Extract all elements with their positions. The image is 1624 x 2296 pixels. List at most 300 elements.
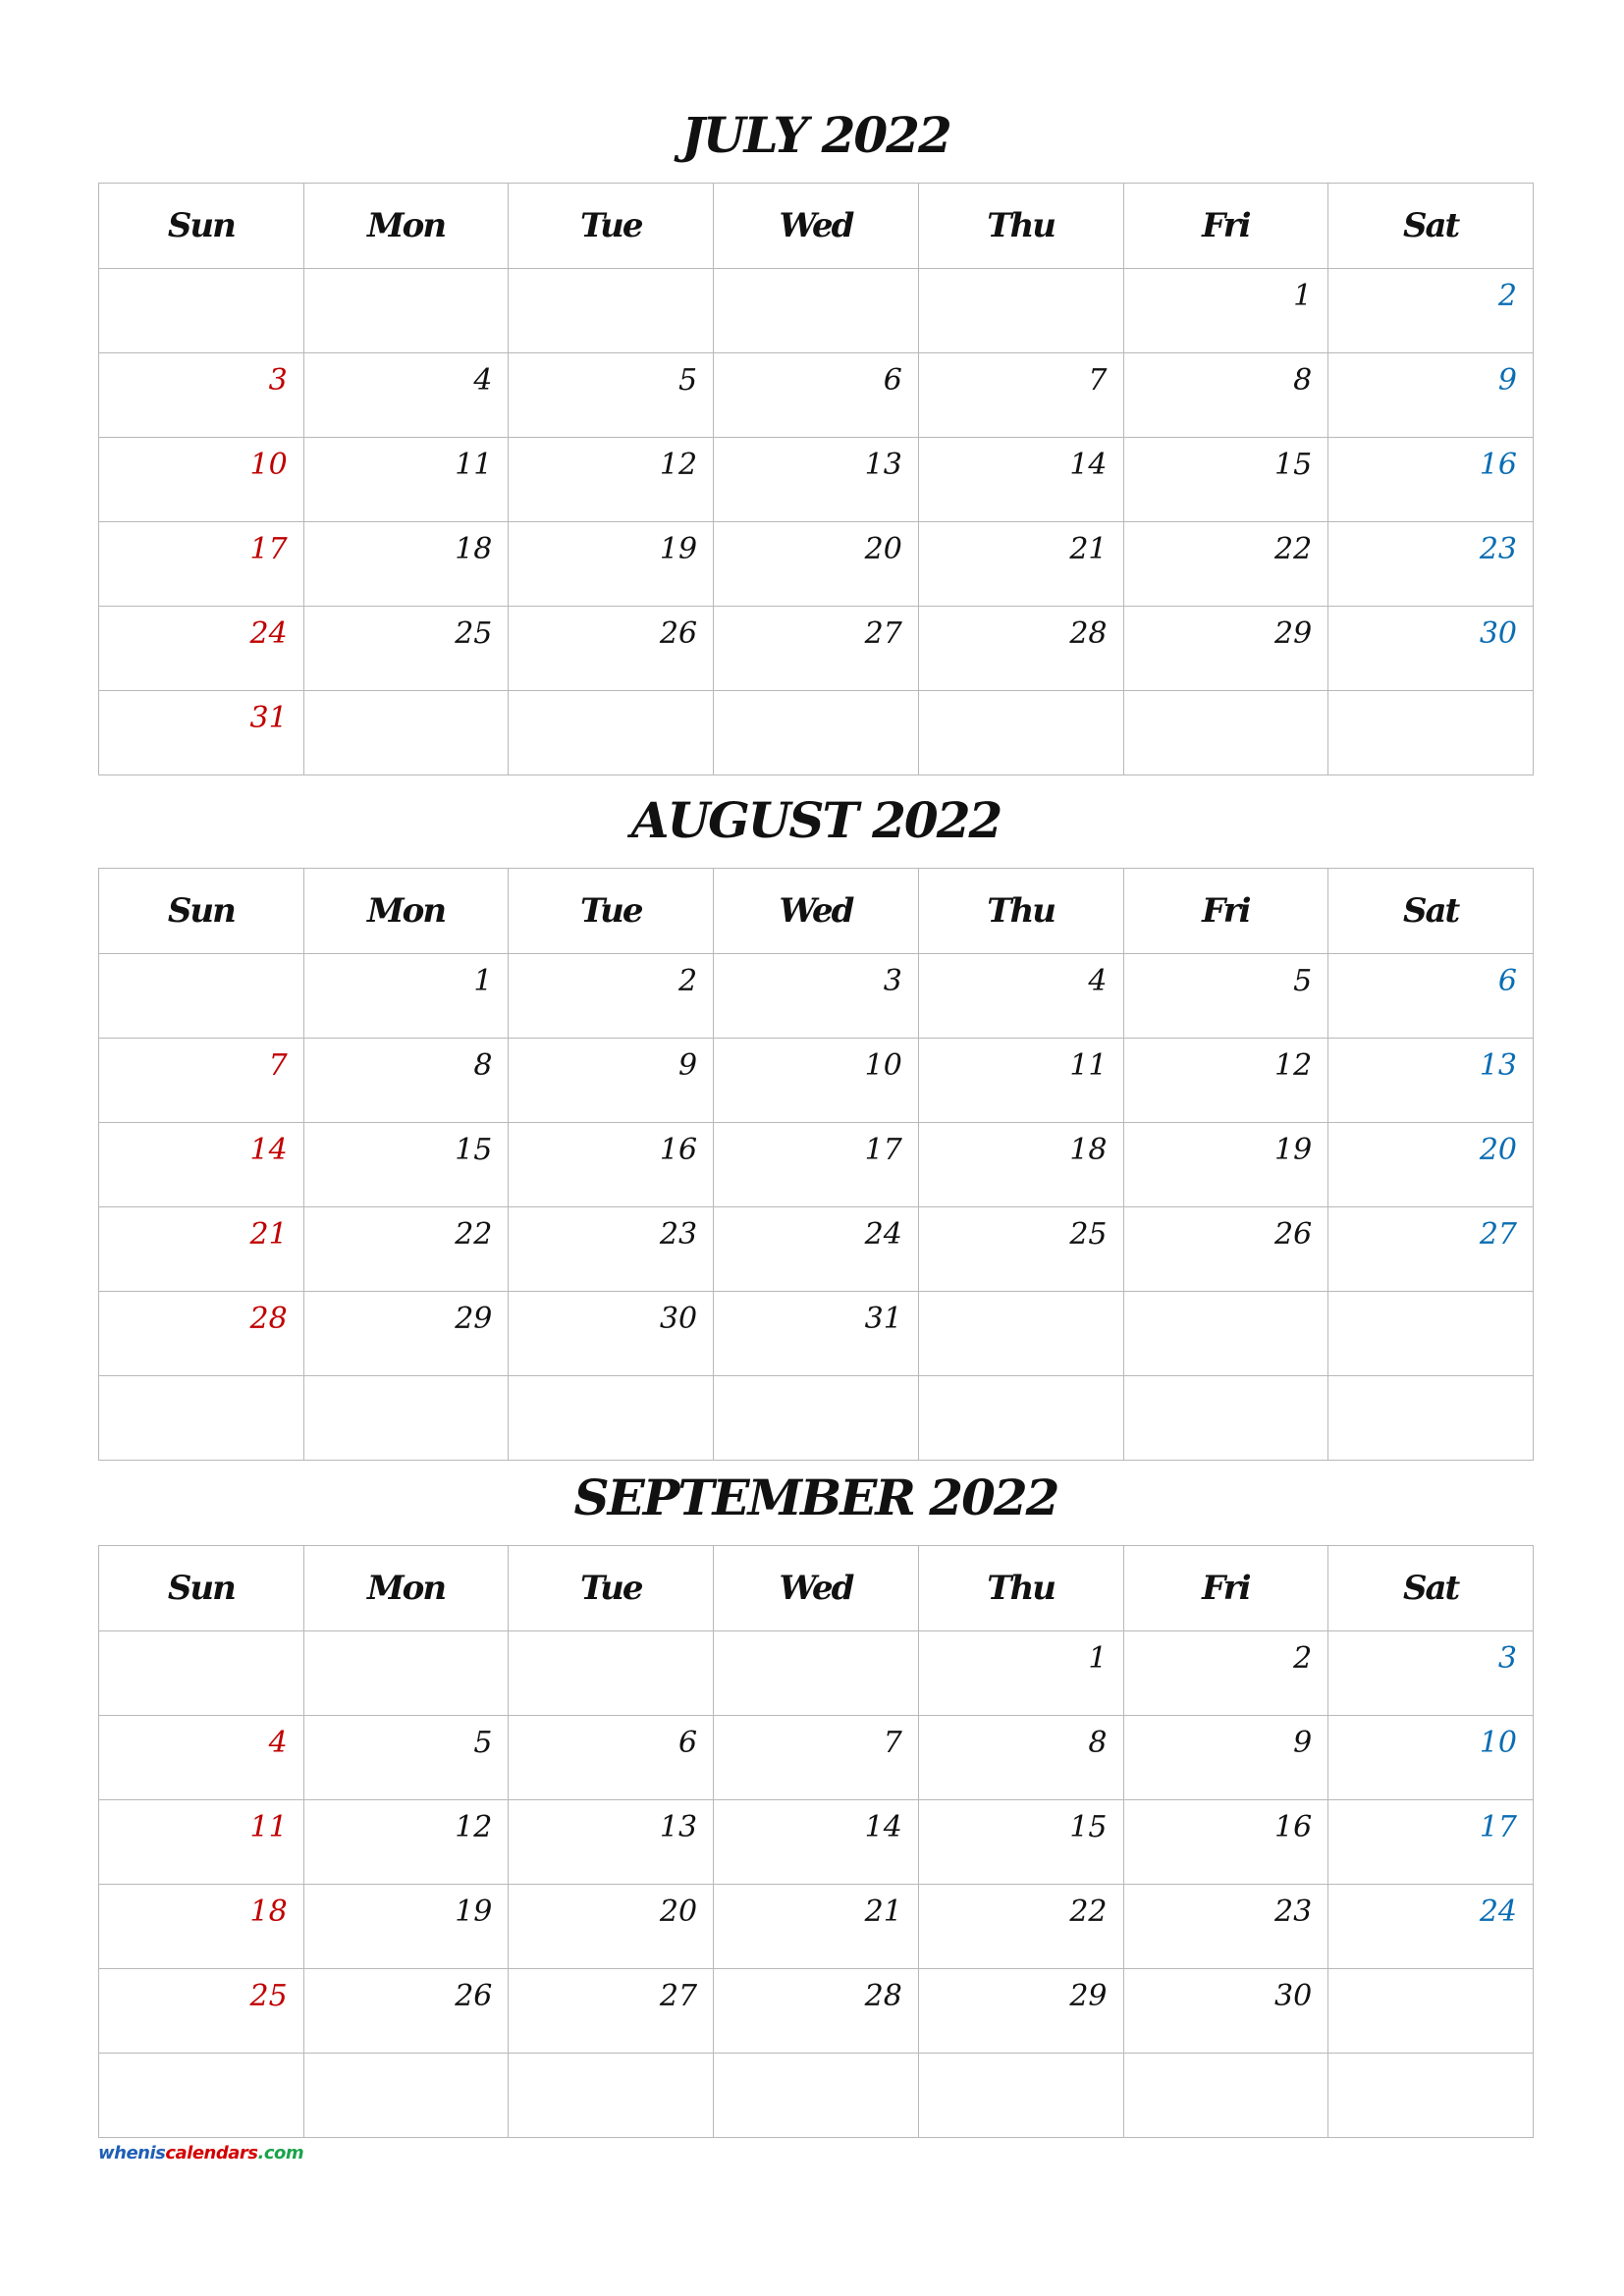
weekday-header: Fri: [1123, 869, 1328, 954]
day-cell: [714, 1631, 919, 1716]
day-cell: [1123, 438, 1328, 522]
day-number: [492, 286, 508, 295]
day-cell: [714, 607, 919, 691]
day-number: [697, 708, 713, 718]
day-cell: [1328, 2054, 1534, 2138]
day-cell: [303, 691, 509, 775]
month-grid: [98, 183, 1534, 775]
day-cell: [99, 438, 304, 522]
day-number: 13: [1479, 1048, 1517, 1083]
month-title: AUGUST 2022: [630, 791, 1001, 849]
week-row: [99, 954, 1534, 1039]
day-number: 26: [659, 616, 698, 651]
day-cell: [509, 438, 714, 522]
day-cell: [1328, 1800, 1534, 1885]
day-number: 6: [1497, 964, 1517, 998]
day-number: 7: [268, 1048, 288, 1083]
weekday-header: Mon: [303, 869, 509, 954]
day-number: 10: [1479, 1726, 1517, 1760]
day-number: 1: [473, 964, 493, 998]
week-row: [99, 1207, 1534, 1292]
day-cell: [1123, 269, 1328, 353]
day-number: 19: [659, 532, 698, 566]
weekday-header: Sun: [99, 1546, 304, 1631]
day-cell: [714, 1292, 919, 1376]
day-cell: [99, 954, 304, 1039]
day-cell: [1328, 353, 1534, 438]
day-cell: [918, 1039, 1123, 1123]
day-number: 13: [659, 1810, 698, 1844]
day-cell: [1123, 607, 1328, 691]
weekday-header-row: [99, 1546, 1534, 1631]
day-cell: [1328, 1716, 1534, 1800]
day-number: [902, 708, 918, 718]
day-number: 15: [455, 1133, 493, 1167]
day-cell: [303, 1292, 509, 1376]
day-number: 8: [1088, 1726, 1108, 1760]
day-cell: [1123, 1376, 1328, 1461]
day-cell: [918, 522, 1123, 607]
day-number: 11: [1069, 1048, 1108, 1083]
weekday-header: Sun: [99, 184, 304, 269]
week-row: [99, 1716, 1534, 1800]
day-number: 4: [1088, 964, 1108, 998]
day-cell: [918, 1800, 1123, 1885]
day-number: [288, 2070, 303, 2080]
day-cell: [509, 1376, 714, 1461]
day-number: [1517, 2070, 1533, 2080]
day-number: 9: [1293, 1726, 1313, 1760]
day-number: 10: [249, 448, 288, 482]
day-cell: [714, 1716, 919, 1800]
day-cell: [1328, 607, 1534, 691]
day-cell: [303, 1800, 509, 1885]
week-row: [99, 1885, 1534, 1969]
day-number: [1312, 2070, 1327, 2080]
day-number: 31: [864, 1302, 902, 1336]
day-number: [288, 1393, 303, 1403]
day-cell: [99, 691, 304, 775]
day-number: 20: [1479, 1133, 1517, 1167]
day-cell: [1123, 353, 1328, 438]
day-number: 4: [268, 1726, 288, 1760]
day-cell: [714, 1969, 919, 2054]
day-cell: [303, 1376, 509, 1461]
day-number: 18: [455, 532, 493, 566]
day-number: [1312, 1393, 1327, 1403]
day-number: 15: [1069, 1810, 1108, 1844]
day-cell: [509, 1885, 714, 1969]
day-number: [1108, 286, 1123, 295]
day-number: 2: [678, 964, 698, 998]
month-title: SEPTEMBER 2022: [573, 1468, 1058, 1526]
day-number: [1517, 1393, 1533, 1403]
footer-logo-part3: .com: [257, 2143, 304, 2163]
day-number: [1312, 708, 1327, 718]
day-number: [1108, 1308, 1123, 1318]
day-cell: [714, 1800, 919, 1885]
day-cell: [509, 269, 714, 353]
day-number: 2: [1293, 1641, 1313, 1676]
day-number: 24: [1479, 1895, 1517, 1929]
day-cell: [303, 1123, 509, 1207]
day-cell: [918, 353, 1123, 438]
day-cell: [99, 1376, 304, 1461]
day-cell: [918, 607, 1123, 691]
weekday-header: Sat: [1328, 184, 1534, 269]
day-cell: [1328, 1292, 1534, 1376]
day-number: 4: [473, 363, 493, 398]
day-cell: [99, 607, 304, 691]
day-cell: [1328, 1969, 1534, 2054]
day-number: 29: [1274, 616, 1313, 651]
day-number: [697, 286, 713, 295]
day-number: 6: [883, 363, 902, 398]
weekday-header: Thu: [918, 1546, 1123, 1631]
day-cell: [509, 1631, 714, 1716]
day-cell: [509, 1292, 714, 1376]
day-cell: [918, 1885, 1123, 1969]
day-number: 22: [455, 1217, 493, 1252]
day-number: 28: [1069, 616, 1108, 651]
month-grid: [98, 868, 1534, 1461]
weekday-header: Tue: [509, 1546, 714, 1631]
day-cell: [99, 2054, 304, 2138]
day-cell: [918, 438, 1123, 522]
day-number: 14: [1069, 448, 1108, 482]
day-cell: [918, 2054, 1123, 2138]
day-number: 27: [659, 1979, 698, 2013]
day-number: 2: [1497, 279, 1517, 313]
day-number: 5: [1293, 964, 1313, 998]
day-number: 16: [1274, 1810, 1313, 1844]
day-cell: [918, 1123, 1123, 1207]
day-cell: [1123, 1292, 1328, 1376]
day-cell: [99, 522, 304, 607]
day-cell: [918, 1631, 1123, 1716]
day-number: 12: [1274, 1048, 1313, 1083]
day-cell: [714, 522, 919, 607]
day-cell: [509, 1207, 714, 1292]
day-cell: [1328, 1207, 1534, 1292]
day-number: 18: [249, 1895, 288, 1929]
week-row: [99, 1039, 1534, 1123]
day-cell: [1123, 691, 1328, 775]
day-number: 31: [249, 701, 288, 735]
day-number: 5: [678, 363, 698, 398]
day-number: 16: [1479, 448, 1517, 482]
day-cell: [1328, 438, 1534, 522]
day-number: 13: [864, 448, 902, 482]
day-cell: [714, 269, 919, 353]
day-number: 23: [1479, 532, 1517, 566]
day-number: 15: [1274, 448, 1313, 482]
day-number: 11: [455, 448, 493, 482]
day-cell: [714, 1207, 919, 1292]
day-cell: [509, 1716, 714, 1800]
day-cell: [303, 522, 509, 607]
day-number: 21: [864, 1895, 902, 1929]
week-row: [99, 438, 1534, 522]
day-cell: [509, 1039, 714, 1123]
day-number: 20: [864, 532, 902, 566]
day-cell: [509, 2054, 714, 2138]
day-number: [1108, 2070, 1123, 2080]
weekday-header: Sat: [1328, 869, 1534, 954]
weekday-header: Thu: [918, 184, 1123, 269]
day-cell: [714, 1885, 919, 1969]
day-number: 1: [1088, 1641, 1108, 1676]
day-cell: [509, 691, 714, 775]
day-number: 8: [473, 1048, 493, 1083]
day-number: 25: [455, 616, 493, 651]
weekday-header: Mon: [303, 1546, 509, 1631]
weekday-header: Wed: [714, 869, 919, 954]
day-number: 19: [1274, 1133, 1313, 1167]
day-number: 21: [249, 1217, 288, 1252]
day-number: 11: [249, 1810, 288, 1844]
day-number: 3: [1497, 1641, 1517, 1676]
weekday-header: Wed: [714, 184, 919, 269]
week-row: [99, 691, 1534, 775]
day-number: 29: [455, 1302, 493, 1336]
day-number: 19: [455, 1895, 493, 1929]
day-cell: [918, 691, 1123, 775]
day-number: 30: [1274, 1979, 1313, 2013]
day-number: [288, 971, 303, 981]
day-cell: [1328, 522, 1534, 607]
day-number: [288, 286, 303, 295]
day-cell: [303, 954, 509, 1039]
day-cell: [1328, 1885, 1534, 1969]
weekday-header-row: [99, 869, 1534, 954]
day-number: [697, 1648, 713, 1658]
weekday-header: Tue: [509, 184, 714, 269]
day-cell: [509, 1800, 714, 1885]
day-number: 27: [1479, 1217, 1517, 1252]
day-number: 29: [1069, 1979, 1108, 2013]
week-row: [99, 353, 1534, 438]
day-cell: [509, 1969, 714, 2054]
day-cell: [99, 1885, 304, 1969]
day-number: 27: [864, 616, 902, 651]
day-cell: [509, 1123, 714, 1207]
day-cell: [99, 1039, 304, 1123]
day-cell: [509, 522, 714, 607]
day-cell: [1123, 2054, 1328, 2138]
weekday-header: Mon: [303, 184, 509, 269]
day-cell: [1123, 1716, 1328, 1800]
day-number: 14: [864, 1810, 902, 1844]
month-grid: [98, 1545, 1534, 2138]
weekday-header: Thu: [918, 869, 1123, 954]
day-number: [902, 2070, 918, 2080]
week-row: [99, 2054, 1534, 2138]
day-number: 22: [1069, 1895, 1108, 1929]
week-row: [99, 269, 1534, 353]
day-number: [1517, 1986, 1533, 1996]
day-number: [492, 1648, 508, 1658]
day-cell: [99, 1631, 304, 1716]
day-cell: [303, 269, 509, 353]
week-row: [99, 1631, 1534, 1716]
day-number: [697, 1393, 713, 1403]
day-number: [492, 2070, 508, 2080]
weekday-header: Fri: [1123, 1546, 1328, 1631]
day-number: 9: [678, 1048, 698, 1083]
day-cell: [1328, 954, 1534, 1039]
day-number: 6: [678, 1726, 698, 1760]
day-cell: [303, 1885, 509, 1969]
day-cell: [714, 1123, 919, 1207]
day-cell: [918, 1716, 1123, 1800]
day-cell: [1123, 522, 1328, 607]
weekday-header: Fri: [1123, 184, 1328, 269]
day-cell: [303, 353, 509, 438]
day-number: 25: [249, 1979, 288, 2013]
weekday-header-row: [99, 184, 1534, 269]
day-cell: [918, 1969, 1123, 2054]
week-row: [99, 1376, 1534, 1461]
day-number: 5: [473, 1726, 493, 1760]
day-cell: [1123, 954, 1328, 1039]
day-cell: [1123, 1969, 1328, 2054]
day-cell: [303, 1207, 509, 1292]
day-number: 3: [883, 964, 902, 998]
day-cell: [1328, 1123, 1534, 1207]
day-cell: [509, 954, 714, 1039]
day-number: [1108, 708, 1123, 718]
day-number: 17: [249, 532, 288, 566]
day-cell: [918, 954, 1123, 1039]
day-number: 28: [249, 1302, 288, 1336]
day-number: 12: [455, 1810, 493, 1844]
day-number: 24: [864, 1217, 902, 1252]
footer-logo-part2: calendars: [165, 2143, 258, 2163]
day-number: 22: [1274, 532, 1313, 566]
day-number: [492, 1393, 508, 1403]
day-number: 26: [1274, 1217, 1313, 1252]
day-cell: [1123, 1207, 1328, 1292]
day-cell: [1123, 1039, 1328, 1123]
day-number: [1312, 1308, 1327, 1318]
day-cell: [918, 1376, 1123, 1461]
week-row: [99, 1292, 1534, 1376]
day-number: 7: [1088, 363, 1108, 398]
day-cell: [1328, 691, 1534, 775]
day-cell: [99, 1716, 304, 1800]
day-cell: [1123, 1631, 1328, 1716]
day-number: 7: [883, 1726, 902, 1760]
day-number: [902, 286, 918, 295]
day-cell: [99, 1123, 304, 1207]
day-cell: [1328, 269, 1534, 353]
day-number: 14: [249, 1133, 288, 1167]
day-number: 21: [1069, 532, 1108, 566]
day-cell: [714, 438, 919, 522]
day-number: 17: [864, 1133, 902, 1167]
weekday-header: Sun: [99, 869, 304, 954]
day-number: [902, 1393, 918, 1403]
day-number: 23: [659, 1217, 698, 1252]
day-cell: [1123, 1885, 1328, 1969]
day-cell: [918, 1207, 1123, 1292]
day-number: 23: [1274, 1895, 1313, 1929]
day-cell: [714, 954, 919, 1039]
day-cell: [714, 1039, 919, 1123]
weekday-header: Wed: [714, 1546, 919, 1631]
day-number: 17: [1479, 1810, 1517, 1844]
day-cell: [509, 353, 714, 438]
week-row: [99, 1123, 1534, 1207]
day-cell: [303, 1039, 509, 1123]
day-cell: [99, 1207, 304, 1292]
day-cell: [99, 1800, 304, 1885]
day-number: [492, 708, 508, 718]
day-number: 30: [659, 1302, 698, 1336]
week-row: [99, 1800, 1534, 1885]
day-number: 8: [1293, 363, 1313, 398]
weekday-header: Tue: [509, 869, 714, 954]
weekday-header: Sat: [1328, 1546, 1534, 1631]
day-number: [288, 1648, 303, 1658]
day-number: 3: [268, 363, 288, 398]
day-number: [1517, 708, 1533, 718]
day-number: 9: [1497, 363, 1517, 398]
day-cell: [714, 2054, 919, 2138]
day-cell: [99, 1969, 304, 2054]
day-cell: [918, 269, 1123, 353]
day-cell: [1123, 1800, 1328, 1885]
day-cell: [303, 1716, 509, 1800]
day-number: [697, 2070, 713, 2080]
day-number: 28: [864, 1979, 902, 2013]
day-number: 10: [864, 1048, 902, 1083]
week-row: [99, 1969, 1534, 2054]
day-number: [1517, 1308, 1533, 1318]
day-cell: [303, 1969, 509, 2054]
day-number: 12: [659, 448, 698, 482]
day-cell: [714, 1376, 919, 1461]
day-cell: [1123, 1123, 1328, 1207]
day-number: 24: [249, 616, 288, 651]
day-number: 30: [1479, 616, 1517, 651]
day-number: 16: [659, 1133, 698, 1167]
day-cell: [1328, 1631, 1534, 1716]
month-title: JULY 2022: [681, 106, 950, 164]
day-cell: [918, 1292, 1123, 1376]
day-number: 1: [1293, 279, 1313, 313]
day-number: [1108, 1393, 1123, 1403]
day-number: 26: [455, 1979, 493, 2013]
day-number: 18: [1069, 1133, 1108, 1167]
day-cell: [99, 269, 304, 353]
footer-logo: [98, 2143, 303, 2163]
day-cell: [99, 353, 304, 438]
week-row: [99, 522, 1534, 607]
day-number: 25: [1069, 1217, 1108, 1252]
day-cell: [1328, 1376, 1534, 1461]
day-cell: [714, 353, 919, 438]
day-cell: [509, 607, 714, 691]
day-cell: [303, 607, 509, 691]
day-cell: [1328, 1039, 1534, 1123]
day-cell: [303, 2054, 509, 2138]
footer-logo-part1: whenis: [98, 2143, 166, 2163]
day-cell: [303, 1631, 509, 1716]
day-cell: [99, 1292, 304, 1376]
day-number: 20: [659, 1895, 698, 1929]
